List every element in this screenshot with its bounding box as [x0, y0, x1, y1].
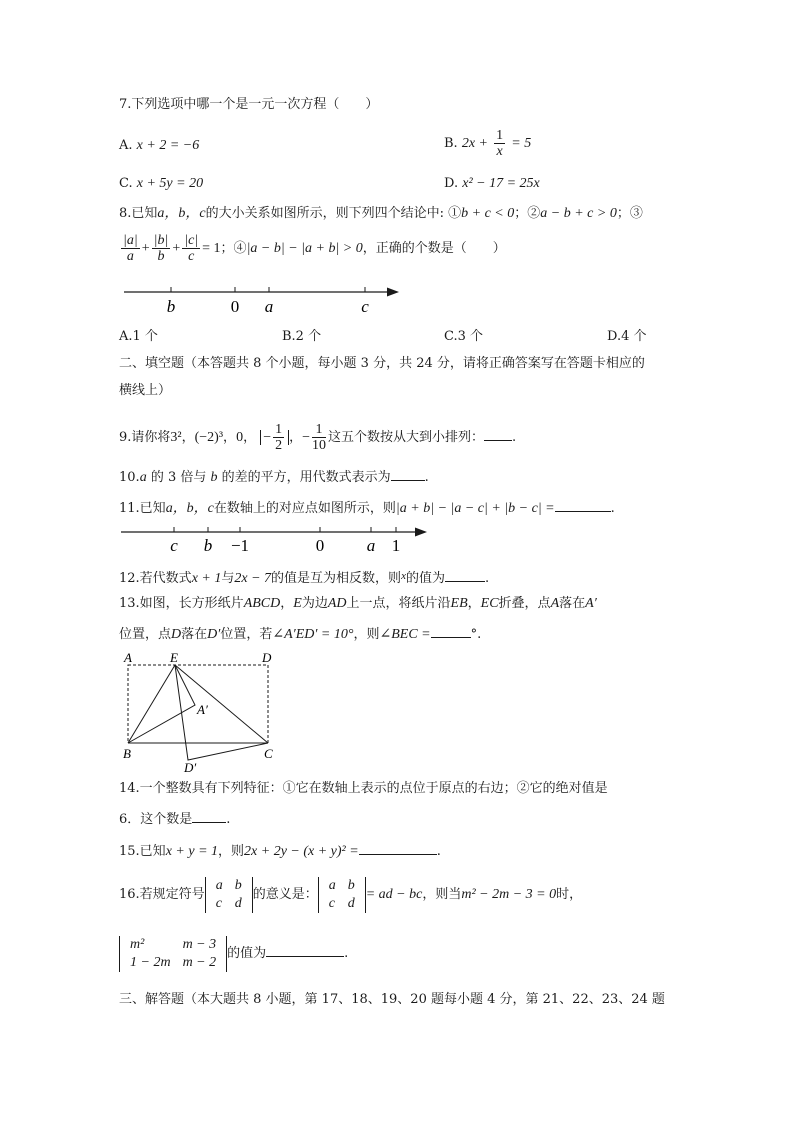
point-label-a-prime: A′ [197, 702, 208, 717]
answer-blank[interactable] [445, 567, 485, 582]
q8-stem-line1: 8.已知a，b，c的大小关系如图所示，则下列四个结论中: ①b + c < 0；②a − b + c > 0；③ [119, 206, 643, 221]
section2-heading-line1: 二、填空题（本答题共 8 个小题，每小题 3 分，共 24 分，请将正确答案写在答题卡相应的 [119, 356, 645, 371]
q14-line1: 14.一个整数具有下列特征：①它在数轴上表示的点位于原点的右边；②它的绝对值是 [119, 781, 608, 796]
q10: 10.a 的 3 倍与 b 的差的平方，用代数式表示为 . [119, 466, 429, 487]
q15: 15.已知x + y = 1，则2x + 2y − (x + y)² = . [119, 840, 441, 861]
q8-stem-line2: $\frac{|a|}{a}$ + $\frac{|b|}{b}$ + $\frac{|c|}{c}$ = 1；④|a − b| − |a + b| > 0，正确的个数是（ ） [123, 233, 506, 264]
point-label-d: D [262, 650, 272, 665]
axis-label-c: c [170, 536, 178, 555]
fraction: $\frac{1}{2}$ [275, 422, 283, 453]
determinant: a b c d [318, 877, 366, 913]
q8-number-line [119, 282, 409, 318]
axis-label-neg1: −1 [230, 536, 250, 555]
q7-option-a: A. x + 2 = −6 [119, 138, 200, 153]
q8-option-a: A.1 个 [119, 329, 158, 344]
fraction: $\frac{1}{x}$ [496, 128, 504, 159]
q8-option-d: D.4 个 [607, 329, 647, 344]
point-label-b: B [123, 746, 131, 761]
axis-label-b: b [166, 297, 176, 316]
q7-option-d: D. x² − 17 = 25x [444, 176, 540, 191]
section2-heading-line2: 横线上） [119, 383, 172, 398]
q13-line1: 13.如图，长方形纸片ABCD，E为边AD上一点，将纸片沿EB，EC折叠，点A落在A′ [119, 596, 597, 611]
q16-line1: 16.若规定符号 a b c d 的意义是： a b c d = ad − bc，则当m² − 2m − 3 = 0时， [119, 877, 583, 911]
q8-option-b: B.2 个 [282, 329, 322, 344]
fraction: $\frac{|a|}{a}$ [123, 233, 138, 264]
fraction: $\frac{1}{10}$ [312, 422, 327, 453]
q16-line2: m² m − 3 1 − 2m m − 2 的值为 . [119, 934, 348, 974]
q11-number-line [119, 524, 439, 556]
axis-label-a: a [264, 297, 274, 316]
axis-label-a: a [366, 536, 376, 555]
q14-line2: 6．这个数是 . [119, 808, 230, 829]
q9: 9.请你将3²，(−2)³，0， − $\frac{1}{2}$ ，− $\frac{1}{10}$ 这五个数按从大到小排列： . [119, 422, 517, 453]
q12: 12.若代数式x + 1与2x − 7的值是互为相反数，则$^x$的值为 . [119, 567, 489, 588]
point-label-e: E [170, 650, 178, 665]
q7-option-c: C. x + 5y = 20 [119, 176, 204, 191]
q7-stem: 7.下列选项中哪一个是一元一次方程（ ） [119, 97, 379, 112]
answer-blank[interactable] [391, 466, 425, 481]
axis-label-0: 0 [315, 536, 325, 555]
fraction: $\frac{|c|}{c}$ [184, 233, 199, 264]
point-label-c: C [264, 746, 273, 761]
axis-label-0: 0 [230, 297, 240, 316]
section3-heading: 三、解答题（本大题共 8 小题，第 17、18、19、20 题每小题 4 分，第 21、22、23、24 题 [119, 992, 665, 1007]
q7-option-b: B. 2x + $\frac{1}{x}$ = 5 [444, 128, 532, 159]
point-label-d-prime: D′ [184, 760, 197, 773]
point-label-a: A [124, 650, 132, 665]
axis-label-c: c [361, 297, 369, 316]
answer-blank[interactable] [431, 623, 471, 638]
answer-blank[interactable] [192, 808, 226, 823]
answer-blank[interactable] [359, 840, 437, 855]
answer-blank[interactable] [555, 497, 611, 512]
q13-figure [118, 648, 288, 773]
q8-option-c: C.3 个 [444, 329, 484, 344]
fraction: $\frac{|b|}{b}$ [153, 233, 169, 264]
axis-label-1: 1 [391, 536, 401, 555]
answer-blank[interactable] [266, 942, 344, 957]
axis-label-b: b [203, 536, 213, 555]
answer-blank[interactable] [484, 426, 512, 441]
determinant: a b c d [205, 877, 253, 913]
q13-line2: 位置，点D落在D′位置，若∠A′ED′ = 10°，则∠BEC = °. [119, 623, 481, 644]
determinant: m² m − 3 1 − 2m m − 2 [119, 936, 227, 972]
q11: 11.已知a，b，c在数轴上的对应点如图所示，则|a + b| − |a − c| + |b − c| = . [119, 497, 615, 518]
